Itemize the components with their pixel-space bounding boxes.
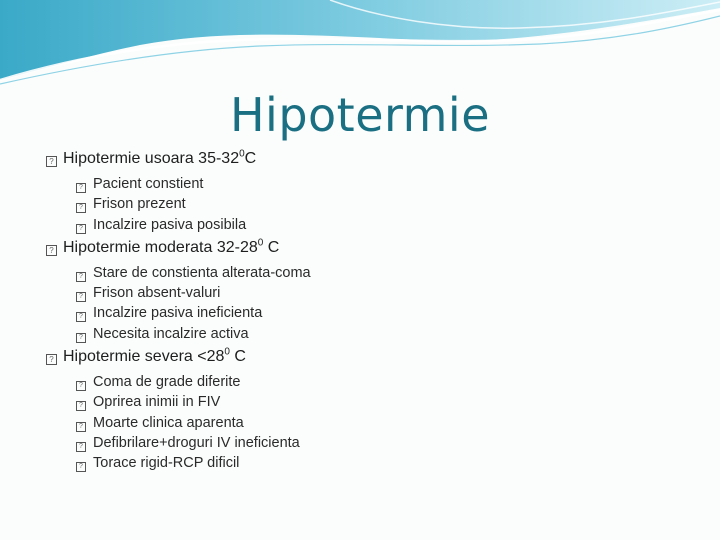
bullet-content (46, 150, 686, 478)
list-item: ? Necesita incalzire activa (76, 326, 686, 346)
list-item: ? Stare de constienta alterata-coma (76, 265, 686, 285)
section-heading (46, 348, 686, 371)
section-heading (46, 239, 686, 262)
bullet-icon: ? (76, 442, 86, 452)
list-item: ? Coma de grade diferite (76, 374, 686, 394)
list-item: ? Moarte clinica aparenta (76, 415, 686, 435)
section-moderate (46, 239, 686, 346)
list-item: ? Incalzire pasiva ineficienta (76, 305, 686, 325)
section-severe (46, 348, 686, 475)
bullet-icon: ? (76, 312, 86, 322)
list-item: ? Pacient constient (76, 176, 686, 196)
list-item: ? Incalzire pasiva posibila (76, 217, 686, 237)
slide-title: Hipotermie (229, 88, 491, 142)
list-item: ? Frison absent-valuri (76, 285, 686, 305)
bullet-icon: ? (76, 203, 86, 213)
bullet-icon: ? (76, 292, 86, 302)
section-mild (46, 150, 686, 237)
bullet-icon: ? (76, 381, 86, 391)
header-wave-decoration (0, 0, 720, 90)
list-item: ? Frison prezent (76, 196, 686, 216)
bullet-icon: ? (76, 272, 86, 282)
bullet-icon: ? (76, 462, 86, 472)
bullet-icon: ? (76, 401, 86, 411)
bullet-icon: ? (46, 354, 57, 365)
heading-text: Hipotermie moderata $32-28^0$ C (63, 237, 280, 256)
bullet-icon: ? (76, 333, 86, 343)
list-item: ? Defibrilare+droguri IV ineficienta (76, 435, 686, 455)
list-item: ? Torace rigid-RCP dificil (76, 455, 686, 475)
bullet-icon: ? (76, 183, 86, 193)
bullet-icon: ? (46, 156, 57, 167)
bullet-icon: ? (76, 422, 86, 432)
bullet-icon: ? (46, 245, 57, 256)
section-heading (46, 150, 686, 173)
heading-text: Hipotermie usoara $35-32^0C$ (63, 148, 257, 167)
bullet-icon: ? (76, 224, 86, 234)
list-item: ? Oprirea inimii in FIV (76, 394, 686, 414)
heading-text: Hipotermie severa $<28^0$ C (63, 346, 246, 366)
